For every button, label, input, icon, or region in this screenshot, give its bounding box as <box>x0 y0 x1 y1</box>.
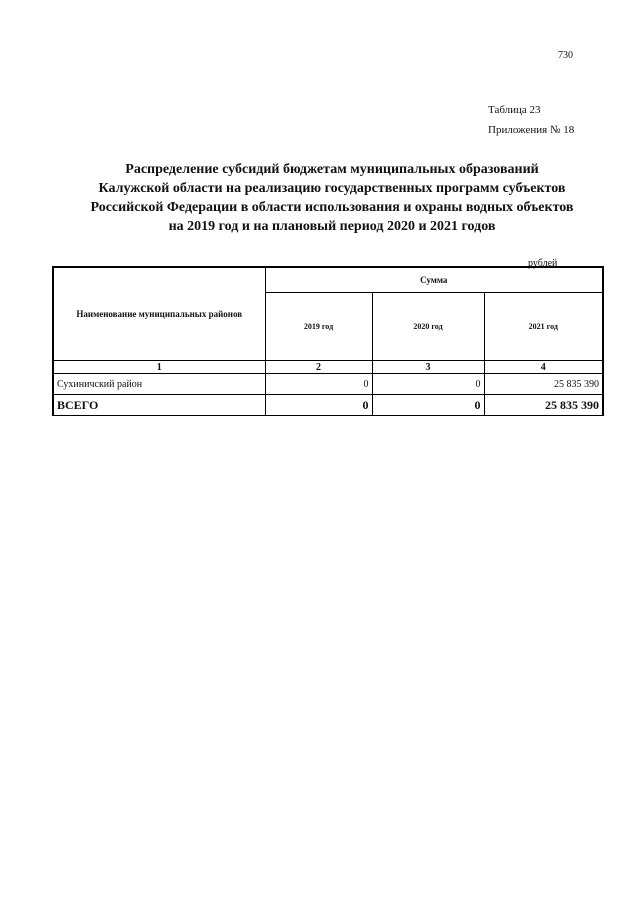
table-row <box>53 374 603 395</box>
value-2021: 25 835 390 <box>484 374 603 395</box>
column-number: 3 <box>372 361 484 374</box>
appendix-number: Приложения № 18 <box>488 124 575 136</box>
title-line-3: Российской Федерации в области использования и охраны водных объектов <box>90 200 574 215</box>
table-reference <box>488 100 574 140</box>
total-row <box>53 395 603 416</box>
column-number: 2 <box>265 361 372 374</box>
header-sum: Сумма <box>265 267 603 293</box>
title-line-2: Калужской области на реализацию государственных программ субъектов <box>98 181 566 196</box>
title-line-4: на 2019 год и на плановый период 2020 и 2021 годов <box>168 219 496 234</box>
column-number: 4 <box>484 361 603 374</box>
total-label: ВСЕГО <box>53 395 265 416</box>
unit-label: рублей <box>528 258 558 269</box>
column-number: 1 <box>53 361 265 374</box>
table-number: Таблица 23 <box>488 104 541 116</box>
document-title <box>72 160 592 236</box>
total-2020: 0 <box>372 395 484 416</box>
header-year-2020: 2020 год <box>372 293 484 361</box>
title-line-1: Распределение субсидий бюджетам муниципальных образований <box>125 162 539 177</box>
page-number: 730 <box>558 50 573 61</box>
value-2020: 0 <box>372 374 484 395</box>
header-district-name: Наименование муниципальных районов <box>53 267 265 361</box>
value-2019: 0 <box>265 374 372 395</box>
subsidy-table <box>52 266 604 416</box>
header-year-2021: 2021 год <box>484 293 603 361</box>
total-2019: 0 <box>265 395 372 416</box>
total-2021: 25 835 390 <box>484 395 603 416</box>
header-year-2019: 2019 год <box>265 293 372 361</box>
district-name: Сухиничский район <box>53 374 265 395</box>
column-number-row <box>53 361 603 374</box>
